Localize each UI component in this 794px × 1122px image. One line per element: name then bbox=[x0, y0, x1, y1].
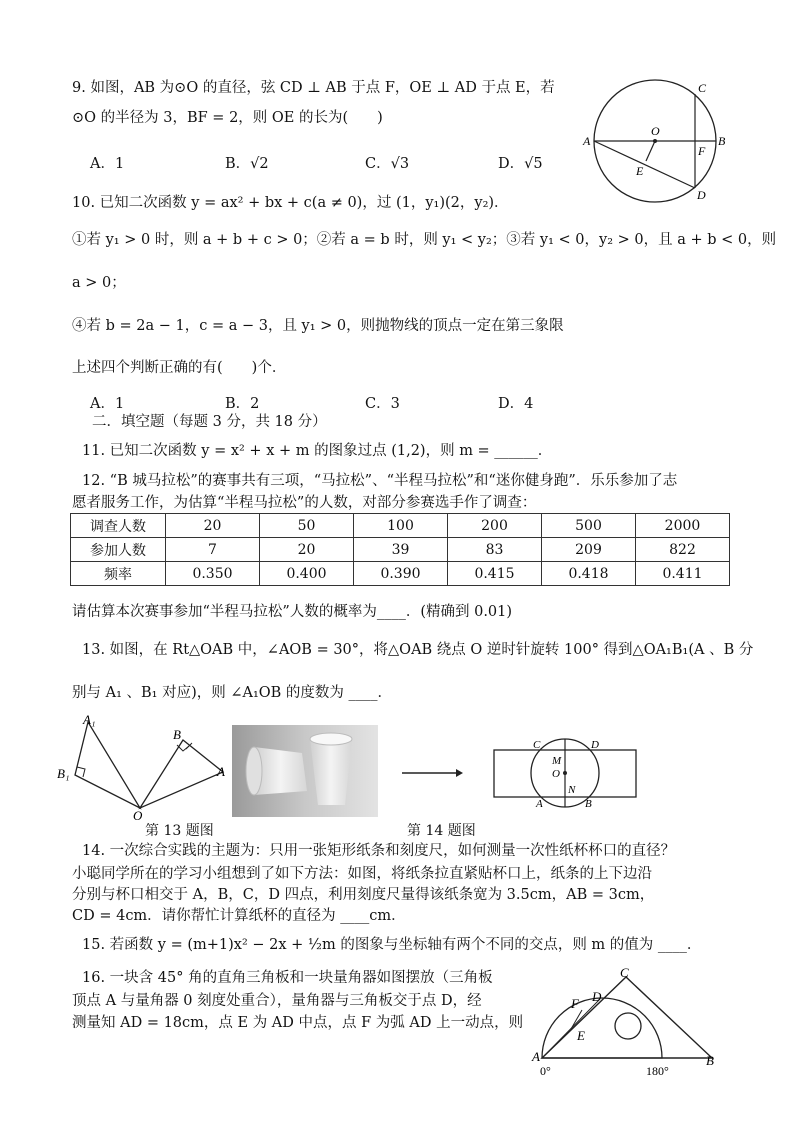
table-cell: 0.411 bbox=[636, 562, 730, 586]
table-cell: 20 bbox=[260, 538, 354, 562]
q16-label-a: A bbox=[532, 1049, 540, 1064]
table-cell: 822 bbox=[636, 538, 730, 562]
q12-line1: 12. “B 城马拉松”的赛事共有三项，“马拉松”、“半程马拉松”和“迷你健身跑”．乐乐参加了志 bbox=[82, 473, 678, 489]
q14-label-a: A bbox=[536, 798, 543, 810]
q10-option-c: C．3 bbox=[365, 396, 400, 412]
q9-line2: ⊙O 的半径为 3，BF = 2，则 OE 的长为( ) bbox=[72, 110, 383, 126]
q9-label-d: D bbox=[697, 188, 706, 202]
section-fill-in-heading: 二．填空题（每题 3 分，共 18 分） bbox=[92, 414, 327, 430]
table-cell: 2000 bbox=[636, 514, 730, 538]
q14-label-d: D bbox=[591, 739, 599, 751]
q9-circle-figure bbox=[580, 75, 740, 205]
fig14-caption: 第 14 题图 bbox=[407, 823, 476, 839]
q16-label-180deg: 180° bbox=[646, 1064, 669, 1078]
q14-label-m: M bbox=[552, 755, 562, 767]
q13-line1: 13. 如图，在 Rt△OAB 中，∠AOB = 30°，将△OAB 绕点 O 逆时针旋转 100° 得到△OA₁B₁(A 、B 分 bbox=[82, 642, 754, 658]
q13-label-b1: B₁ bbox=[57, 766, 70, 781]
q9-label-o: O bbox=[651, 124, 660, 138]
table-cell: 20 bbox=[166, 514, 260, 538]
q9-option-c: C．√3 bbox=[365, 156, 410, 172]
table-cell: 0.415 bbox=[448, 562, 542, 586]
table-cell: 200 bbox=[448, 514, 542, 538]
q16-line1: 16. 一块含 45° 角的直角三角板和一块量角器如图摆放（三角板 bbox=[82, 970, 493, 986]
q12-line3: 请估算本次赛事参加“半程马拉松”人数的概率为____．(精确到 0.01) bbox=[72, 604, 513, 620]
q14-line1: 14. 一次综合实践的主题为：只用一张矩形纸条和刻度尺，如何测量一次性纸杯杯口的直径？ bbox=[82, 843, 676, 859]
q9-label-e: E bbox=[636, 164, 644, 178]
paper-cups-photo bbox=[232, 725, 378, 817]
table-cell: 39 bbox=[354, 538, 448, 562]
q14-line2: 小聪同学所在的学习小组想到了如下方法：如图，将纸条拉直紧贴杯口上，纸条的上下边沿 bbox=[72, 866, 652, 882]
table-cell: 0.418 bbox=[542, 562, 636, 586]
q16-label-c: C bbox=[620, 965, 629, 980]
table-cell: 0.390 bbox=[354, 562, 448, 586]
q9-option-b: B．√2 bbox=[225, 156, 269, 172]
table-cell: 7 bbox=[166, 538, 260, 562]
q16-label-0deg: 0° bbox=[540, 1064, 551, 1078]
q10-line3: a > 0； bbox=[72, 275, 126, 291]
table-cell: 50 bbox=[260, 514, 354, 538]
q13-label-a: A bbox=[217, 764, 225, 779]
table-row bbox=[71, 538, 730, 562]
q10-option-d: D．4 bbox=[498, 396, 534, 412]
q9-option-a: A．1 bbox=[90, 156, 125, 172]
q13-label-o: O bbox=[133, 808, 143, 823]
table-cell: 参加人数 bbox=[71, 538, 166, 562]
table-cell: 83 bbox=[448, 538, 542, 562]
table-cell: 频率 bbox=[71, 562, 166, 586]
q14-label-n: N bbox=[568, 784, 576, 796]
table-cell: 调查人数 bbox=[71, 514, 166, 538]
table-cell: 0.350 bbox=[166, 562, 260, 586]
q14-label-c: C bbox=[533, 739, 541, 751]
q14-label-o: O bbox=[552, 768, 560, 780]
q14-label-b: B bbox=[585, 798, 592, 810]
q9-label-b: B bbox=[718, 134, 726, 148]
table-cell: 0.400 bbox=[260, 562, 354, 586]
q16-label-d: D bbox=[592, 989, 602, 1004]
q16-triangle-protractor-figure bbox=[528, 965, 724, 1080]
q10-option-b: B．2 bbox=[225, 396, 260, 412]
q13-line2: 别与 A₁ 、B₁ 对应)，则 ∠A₁OB 的度数为 ____． bbox=[72, 685, 393, 701]
q13-rotation-figure bbox=[55, 712, 235, 824]
table-row bbox=[71, 562, 730, 586]
q16-line3: 测量知 AD = 18cm，点 E 为 AD 中点，点 F 为弧 AD 上一动点，则 bbox=[72, 1015, 524, 1031]
q9-option-d: D．√5 bbox=[498, 156, 543, 172]
table-row bbox=[71, 514, 730, 538]
frequency-table bbox=[70, 513, 730, 586]
q16-label-b: B bbox=[706, 1053, 714, 1068]
q16-label-f: F bbox=[571, 996, 579, 1011]
q10-line4: ④若 b = 2a − 1，c = a − 3，且 y₁ > 0，则抛物线的顶点一定在第三象限 bbox=[72, 318, 564, 334]
q16-label-e: E bbox=[577, 1028, 585, 1043]
table-cell: 500 bbox=[542, 514, 636, 538]
q9-label-f: F bbox=[698, 144, 706, 158]
q10-line2: ①若 y₁ > 0 时，则 a + b + c > 0；②若 a = b 时，则 y₁ < y₂；③若 y₁ < 0，y₂ > 0，且 a + b < 0，则 bbox=[72, 232, 777, 248]
q9-label-a: A bbox=[583, 134, 591, 148]
table-cell: 100 bbox=[354, 514, 448, 538]
q10-line5: 上述四个判断正确的有( )个． bbox=[72, 360, 287, 376]
q11-text: 11. 已知二次函数 y = x² + x + m 的图象过点 (1,2)，则 m = ______． bbox=[82, 443, 553, 459]
q13-label-b: B bbox=[173, 727, 181, 742]
q10-option-a: A．1 bbox=[90, 396, 125, 412]
q13-label-a1: A₁ bbox=[83, 712, 96, 727]
table-cell: 209 bbox=[542, 538, 636, 562]
q14-line3: 分别与杯口相交于 A，B，C，D 四点，利用刻度尺量得该纸条宽为 3.5cm，AB = 3cm， bbox=[72, 887, 655, 903]
q16-line2: 顶点 A 与量角器 0 刻度处重合），量角器与三角板交于点 D，经 bbox=[72, 993, 482, 1009]
q10-line1: 10. 已知二次函数 y = ax² + bx + c(a ≠ 0)，过 (1，y₁)(2，y₂)． bbox=[72, 195, 509, 211]
right-arrow-icon bbox=[400, 765, 464, 781]
fig13-caption: 第 13 题图 bbox=[145, 823, 214, 839]
q14-strip-circle-figure bbox=[490, 735, 642, 811]
q12-line2: 愿者服务工作，为估算“半程马拉松”的人数，对部分参赛选手作了调查： bbox=[72, 495, 537, 511]
q15-text: 15. 若函数 y = (m+1)x² − 2x + ½m 的图象与坐标轴有两个不同的交点，则 m 的值为 ____． bbox=[82, 937, 702, 953]
q9-line1: 9. 如图，AB 为⊙O 的直径，弦 CD ⊥ AB 于点 F，OE ⊥ AD 于点 E，若 bbox=[72, 80, 555, 96]
q14-line4: CD = 4cm．请你帮忙计算纸杯的直径为 ____cm． bbox=[72, 908, 406, 924]
q9-label-c: C bbox=[698, 81, 707, 95]
